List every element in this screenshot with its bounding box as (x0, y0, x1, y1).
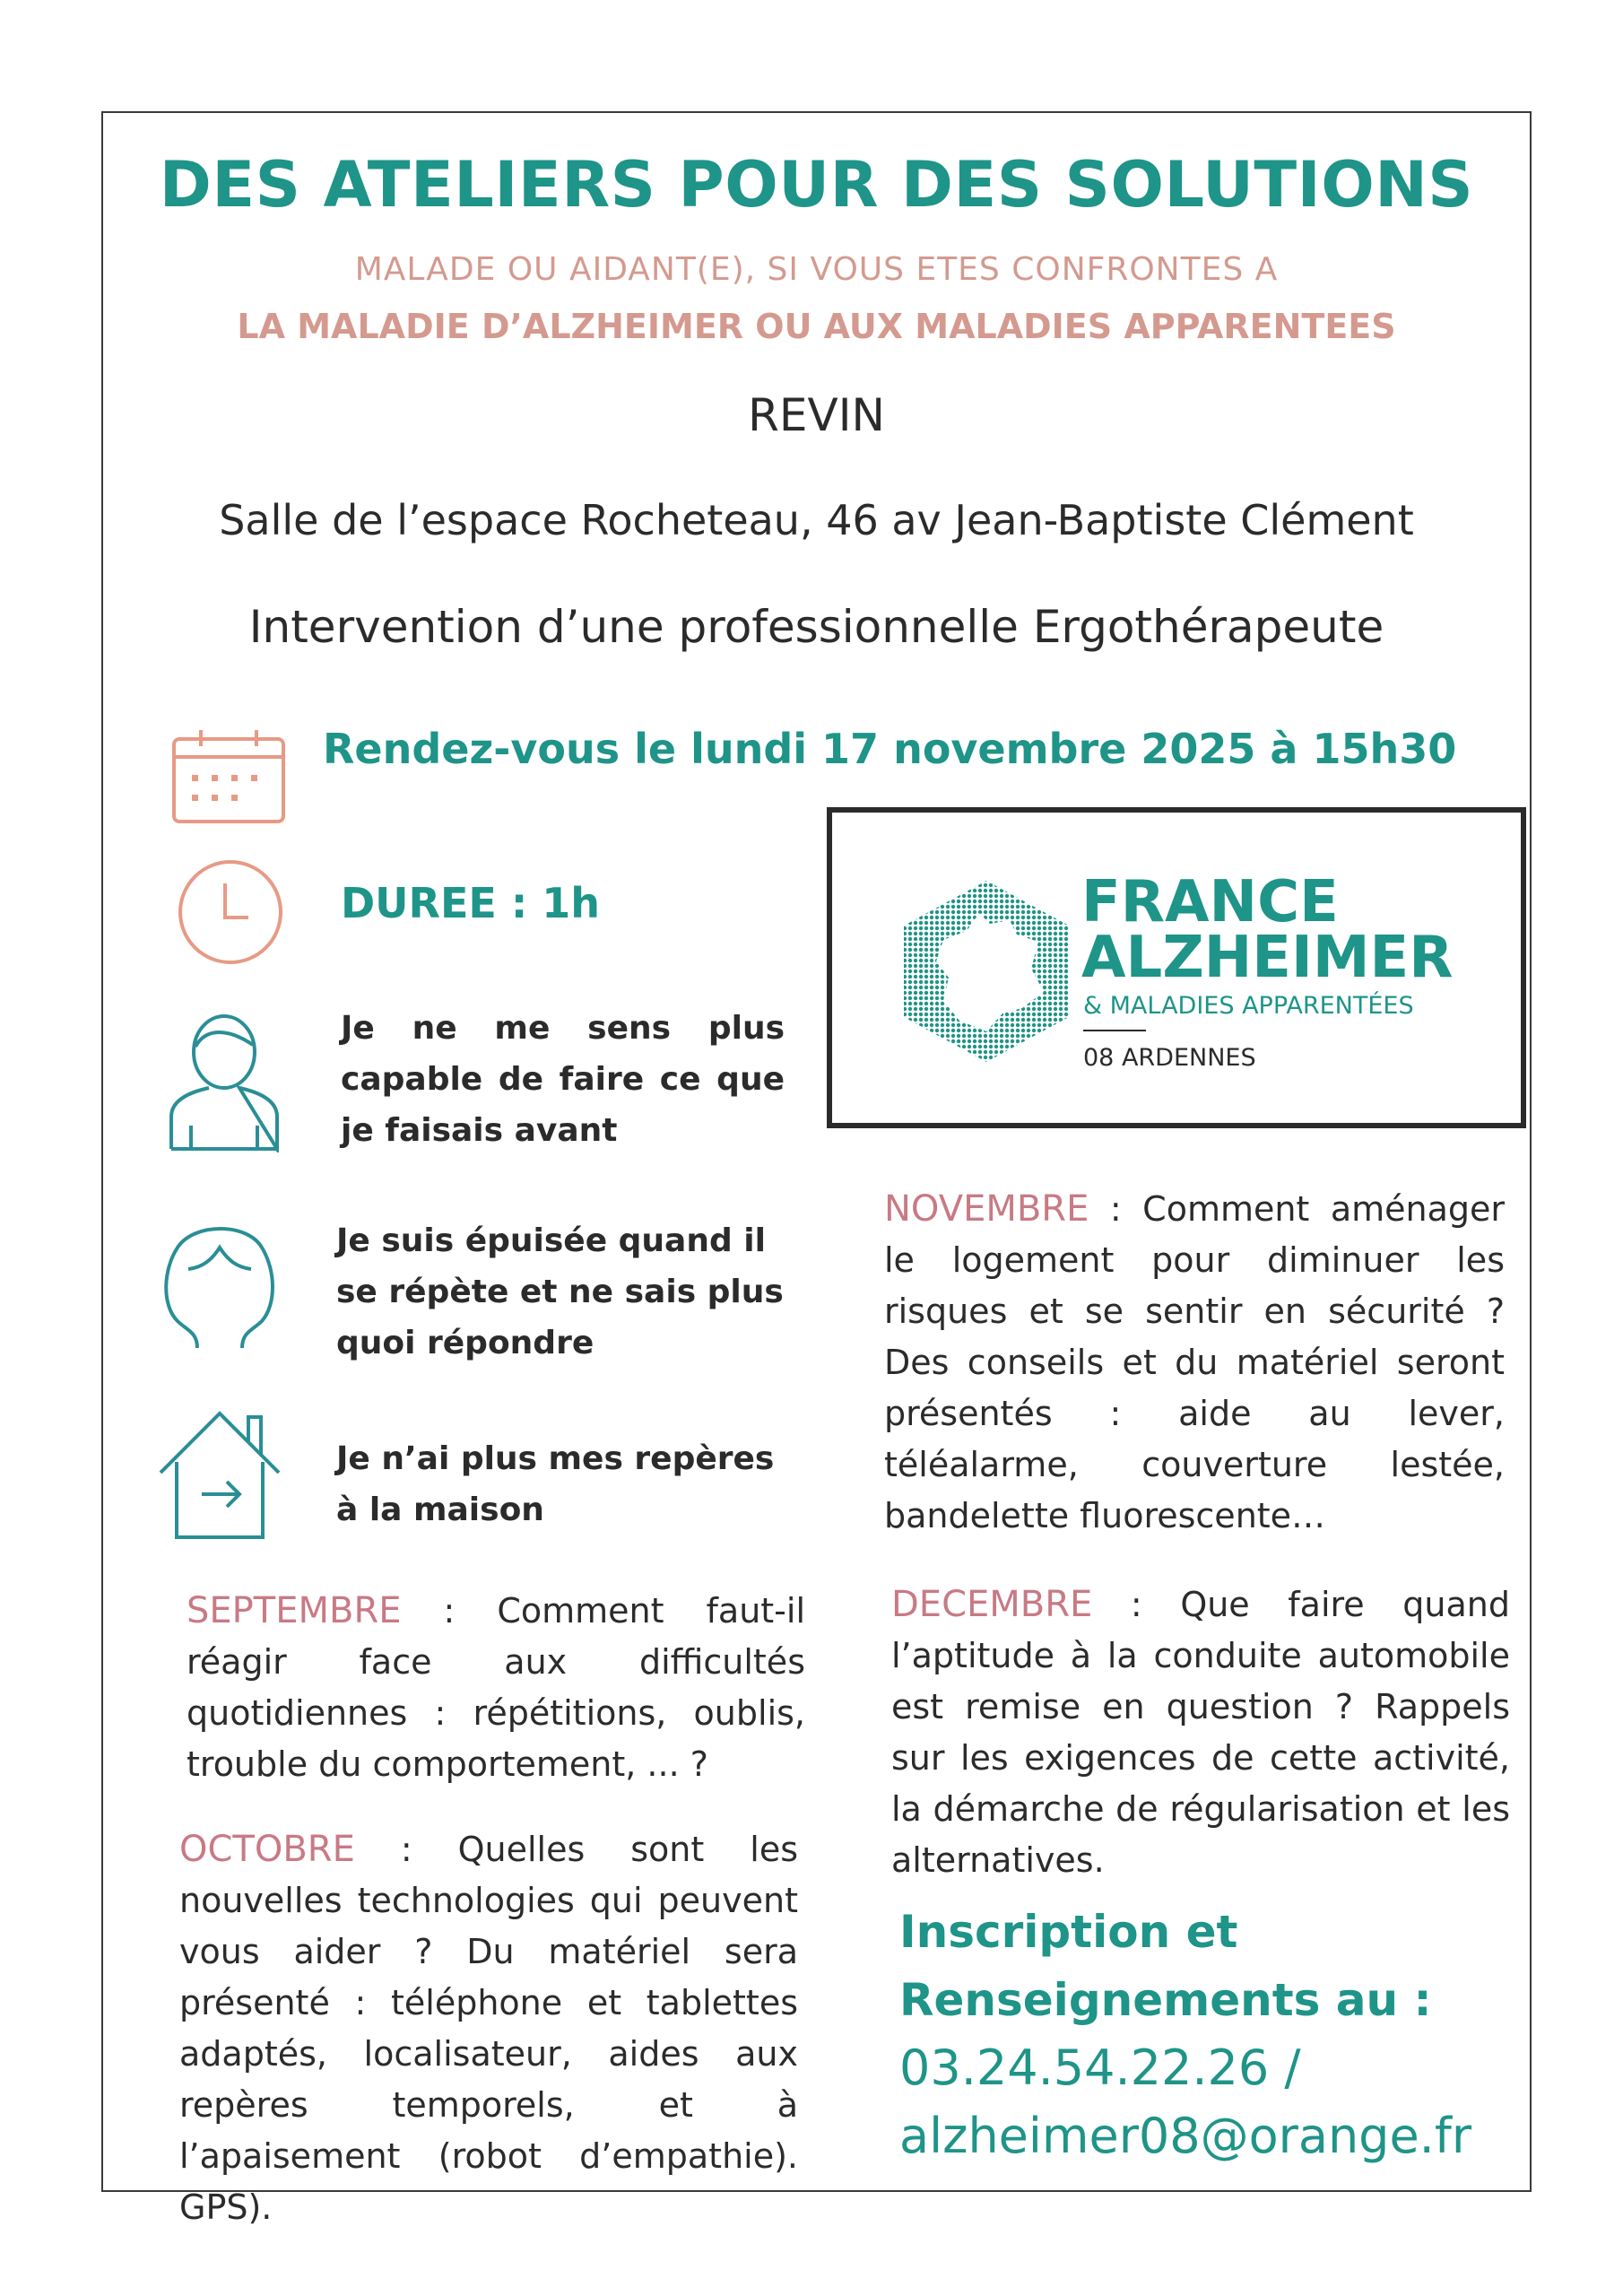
event-date: Rendez-vous le lundi 17 novembre 2025 à 15h30 (323, 725, 1457, 773)
month-novembre: NOVEMBRE (884, 1188, 1089, 1230)
event-duration: DUREE : 1h (341, 879, 600, 927)
feeling-3: Je n’ai plus mes repères à la maison (336, 1440, 775, 1528)
month-octobre: OCTOBRE (179, 1829, 355, 1870)
contact-email: alzheimer08@orange.fr (899, 2108, 1472, 2164)
month-decembre: DECEMBRE (891, 1584, 1093, 1625)
workshop-octobre-text: Quelles sont les nouvelles technologies qui peuvent vous aider ? Du matériel sera présenté : téléphone et tablettes adaptés, localisateur, aides aux repères temporels, et à l’apaisement (robot d’empathie). GPS). (179, 1830, 798, 2227)
woman-head-icon (161, 1215, 278, 1354)
contact-heading2: Renseignements au : (899, 1974, 1432, 2026)
month-septembre: SEPTEMBRE (187, 1590, 402, 1631)
contact-phone: 03.24.54.22.26 / (899, 2039, 1301, 2096)
logo-line4: 08 ARDENNES (1083, 1044, 1256, 1072)
contact-heading1: Inscription et (899, 1906, 1238, 1958)
calendar-icon (170, 726, 287, 825)
poster-title: DES ATELIERS POUR DES SOLUTIONS (159, 148, 1474, 222)
person-icon (166, 1009, 282, 1152)
logo-line1: FRANCE (1081, 869, 1339, 935)
house-icon (157, 1408, 282, 1543)
logo-line3: & MALADIES APPARENTÉES (1083, 992, 1414, 1020)
event-intervention: Intervention d’une professionnelle Ergothérapeute (248, 601, 1384, 653)
workshop-novembre: NOVEMBRE : Comment aménager le logement pour diminuer les risques et se sentir en sécurité ? Des conseils et du matériel seront présentés : aide au lever, téléalarme, couverture lestée, bandelette fluorescente… (884, 1188, 1505, 1535)
workshop-octobre: OCTOBRE : Quelles sont les nouvelles technologies qui peuvent vous aider ? Du matériel sera présenté : téléphone et tablettes adaptés, localisateur, aides aux repères temporels, et à l’apaisement (robot d’empathie). GPS). (179, 1829, 798, 2227)
clock-icon (175, 857, 287, 969)
logo-line2: ALZHEIMER (1081, 925, 1454, 991)
logo-divider (1083, 1030, 1146, 1031)
feeling-1: Je ne me sens plus capable de faire ce que je faisais avant (341, 1010, 785, 1149)
hexagon-map-icon (897, 877, 1076, 1065)
workshop-decembre: DECEMBRE : Que faire quand l’aptitude à la conduite automobile est remise en question ? Rappels sur les exigences de cette activité, la démarche de régularisation et les alternatives. (891, 1584, 1510, 1880)
event-place: Salle de l’espace Rocheteau, 46 av Jean-Baptiste Clément (219, 496, 1414, 544)
workshop-septembre-text: Comment faut-il réagir face aux difficultés quotidiennes : répétitions, oublis, trouble du comportement, ... ? (187, 1591, 806, 1784)
workshop-decembre-text: Que faire quand l’aptitude à la conduite automobile est remise en question ? Rappels sur les exigences de cette activité, la démarche de régularisation et les alternatives. (891, 1585, 1510, 1880)
contact-block (899, 1898, 1471, 2170)
france-alzheimer-logo (827, 807, 1526, 1128)
event-city: REVIN (748, 389, 885, 441)
poster-subtitle-line1: MALADE OU AIDANT(E), SI VOUS ETES CONFRONTES A (354, 251, 1279, 288)
poster-subtitle-line2: LA MALADIE D’ALZHEIMER OU AUX MALADIES APPARENTEES (237, 307, 1396, 346)
feeling-2: Je suis épuisée quand il se répète et ne sais plus quoi répondre (336, 1222, 784, 1361)
workshop-septembre: SEPTEMBRE : Comment faut-il réagir face aux difficultés quotidiennes : répétitions, oublis, trouble du comportement, ... ? (187, 1590, 806, 1784)
workshop-novembre-text: Comment aménager le logement pour diminuer les risques et se sentir en sécurité ? Des conseils et du matériel seront présentés : aide au lever, téléalarme, couverture lestée, bandelette fluorescente… (884, 1189, 1505, 1535)
